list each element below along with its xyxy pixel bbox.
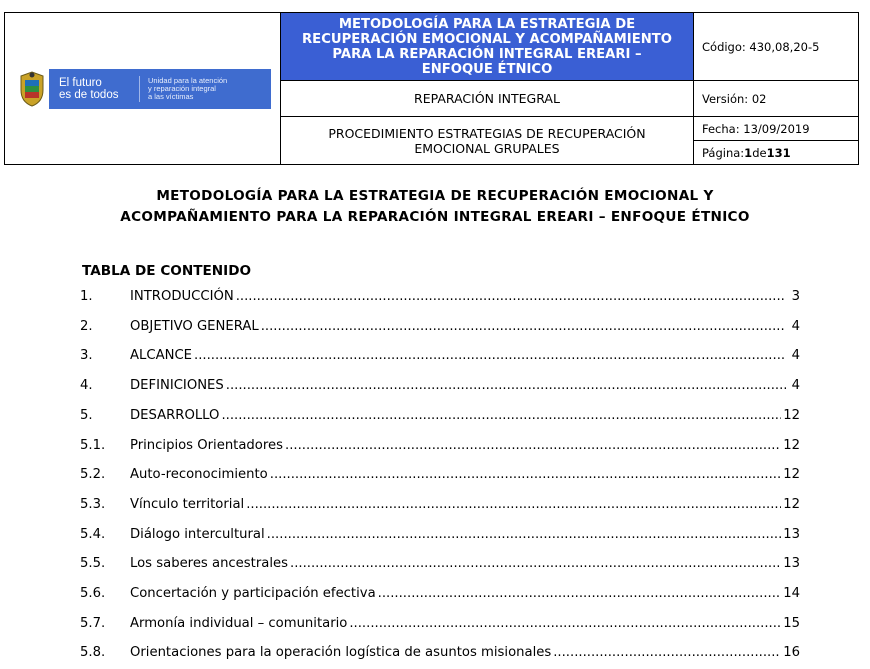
- toc-entry-number: 5.8.: [80, 645, 106, 661]
- toc-entry-number: 5.6.: [80, 586, 106, 601]
- header-version: Versión: 02: [694, 81, 859, 117]
- toc-entry-page: 12: [783, 437, 800, 453]
- header-date-page: [694, 117, 859, 165]
- document-header: [4, 12, 859, 165]
- logo-sub-line3: a las víctimas: [148, 91, 194, 101]
- document-title-line2: ACOMPAÑAMIENTO PARA LA REPARACIÓN INTEGRAL EREARI – ENFOQUE ÉTNICO: [120, 209, 750, 225]
- institution-logo: [15, 66, 277, 112]
- toc-entry-label[interactable]: Los saberes ancestrales: [130, 556, 288, 572]
- toc-entry-number: 5.: [80, 407, 93, 423]
- logo-divider: [139, 76, 140, 102]
- toc-entry-number: 5.5.: [80, 556, 106, 572]
- toc-dot-leader: [261, 319, 786, 334]
- toc-dot-leader: [236, 289, 786, 304]
- toc-entry-label[interactable]: Diálogo intercultural: [130, 526, 265, 542]
- toc-entry[interactable]: [80, 284, 800, 304]
- toc-dot-leader: [226, 378, 786, 393]
- toc-dot-leader: [285, 438, 781, 453]
- header-title-line4: ENFOQUE ÉTNICO: [421, 61, 553, 77]
- header-title: [281, 13, 694, 81]
- header-title-line3: PARA LA REPARACIÓN INTEGRAL EREARI –: [332, 46, 642, 62]
- toc-entry[interactable]: [80, 462, 800, 482]
- toc-dot-leader: [270, 467, 781, 482]
- toc-dot-leader: [290, 556, 781, 571]
- toc-entry-page: 15: [783, 615, 800, 631]
- toc-entry-label[interactable]: INTRODUCCIÓN: [130, 289, 234, 304]
- logo-cell: [5, 13, 281, 165]
- toc-dot-leader: [349, 616, 781, 631]
- header-process: REPARACIÓN INTEGRAL: [281, 81, 694, 117]
- header-title-line1: METODOLOGÍA PARA LA ESTRATEGIA DE: [338, 16, 636, 32]
- logo-main-line2: es de todos: [59, 88, 119, 101]
- toc-entry-page: 12: [783, 496, 800, 512]
- toc-dot-leader: [194, 348, 786, 363]
- toc-entry[interactable]: [80, 314, 800, 334]
- toc-dot-leader: [246, 497, 781, 512]
- toc-dot-leader: [267, 527, 782, 542]
- toc-entry[interactable]: [80, 640, 800, 660]
- page-current: 1: [744, 145, 753, 160]
- toc-entry[interactable]: [80, 581, 800, 601]
- toc-entry-page: 4: [791, 348, 800, 364]
- logo-banner: [49, 69, 271, 109]
- toc-entry-label[interactable]: DESARROLLO: [130, 407, 220, 423]
- toc-entry-page: 16: [783, 645, 800, 661]
- logo-sub-text: [148, 77, 227, 101]
- toc-entry[interactable]: [80, 522, 800, 542]
- toc-entry-number: 5.7.: [80, 615, 106, 631]
- page-prefix: Página:: [702, 145, 745, 160]
- header-title-line2: RECUPERACIÓN EMOCIONAL Y ACOMPAÑAMIENTO: [302, 31, 672, 47]
- toc-entry-number: 4.: [80, 378, 93, 394]
- toc-entry-page: 13: [783, 526, 800, 542]
- toc-entry-label[interactable]: Principios Orientadores: [130, 437, 283, 453]
- toc-entry-page: 3: [791, 289, 800, 304]
- header-date: Fecha: 13/09/2019: [702, 121, 810, 136]
- toc-entry-label[interactable]: Vínculo territorial: [130, 496, 245, 512]
- header-procedure-line2: EMOCIONAL GRUPALES: [414, 140, 560, 156]
- toc-dot-leader: [221, 408, 781, 423]
- toc-entry-page: 12: [783, 407, 800, 423]
- toc-entry-number: 5.3.: [80, 496, 106, 512]
- toc-entry[interactable]: [80, 551, 800, 571]
- toc-entry-number: 1.: [80, 289, 93, 304]
- document-title: [0, 186, 870, 228]
- toc-entry-number: 3.: [80, 348, 93, 364]
- toc-entry-page: 12: [783, 467, 800, 483]
- header-code: Código: 430,08,20-5: [694, 13, 859, 81]
- logo-main-line1: El futuro: [59, 76, 102, 89]
- toc-dot-leader: [553, 645, 781, 660]
- toc-entry-number: 2.: [80, 318, 93, 334]
- logo-main-text: [49, 77, 139, 101]
- toc-entry-number: 5.2.: [80, 467, 106, 483]
- document-title-line1: METODOLOGÍA PARA LA ESTRATEGIA DE RECUPERACIÓN EMOCIONAL Y: [156, 188, 714, 204]
- toc-entry-label[interactable]: Concertación y participación efectiva: [130, 586, 376, 601]
- toc-entry-label[interactable]: Armonía individual – comunitario: [130, 615, 348, 631]
- toc-entry[interactable]: [80, 373, 800, 393]
- toc-entry[interactable]: [80, 403, 800, 423]
- coat-of-arms-icon: [15, 69, 49, 109]
- toc-entry[interactable]: [80, 433, 800, 453]
- logo-sub-line1: Unidad para la atención: [148, 75, 228, 85]
- header-page: [694, 140, 858, 164]
- toc-heading: TABLA DE CONTENIDO: [82, 263, 252, 279]
- page-of: de: [752, 145, 767, 160]
- page-total: 131: [766, 145, 791, 160]
- header-procedure: [281, 117, 694, 165]
- toc-entry-page: 14: [783, 586, 800, 601]
- toc-entry[interactable]: [80, 343, 800, 363]
- toc-entry-label[interactable]: Orientaciones para la operación logística de asuntos misionales: [130, 645, 552, 661]
- toc-entry[interactable]: [80, 611, 800, 631]
- toc-entry-page: 13: [783, 556, 800, 572]
- toc-entry-label[interactable]: OBJETIVO GENERAL: [130, 318, 259, 334]
- toc-dot-leader: [378, 586, 782, 601]
- toc-entry[interactable]: [80, 492, 800, 512]
- toc-entry-label[interactable]: ALCANCE: [130, 348, 193, 364]
- logo-sub-line2: y reparación integral: [148, 83, 216, 93]
- toc-entry-number: 5.1.: [80, 437, 106, 453]
- toc-entry-label[interactable]: Auto-reconocimiento: [130, 467, 268, 483]
- toc-entry-page: 4: [791, 318, 800, 334]
- header-procedure-line1: PROCEDIMIENTO ESTRATEGIAS DE RECUPERACIÓN: [328, 125, 646, 141]
- toc-entry-number: 5.4.: [80, 526, 106, 542]
- toc-entry-label[interactable]: DEFINICIONES: [130, 378, 224, 394]
- toc-entry-page: 4: [791, 378, 800, 394]
